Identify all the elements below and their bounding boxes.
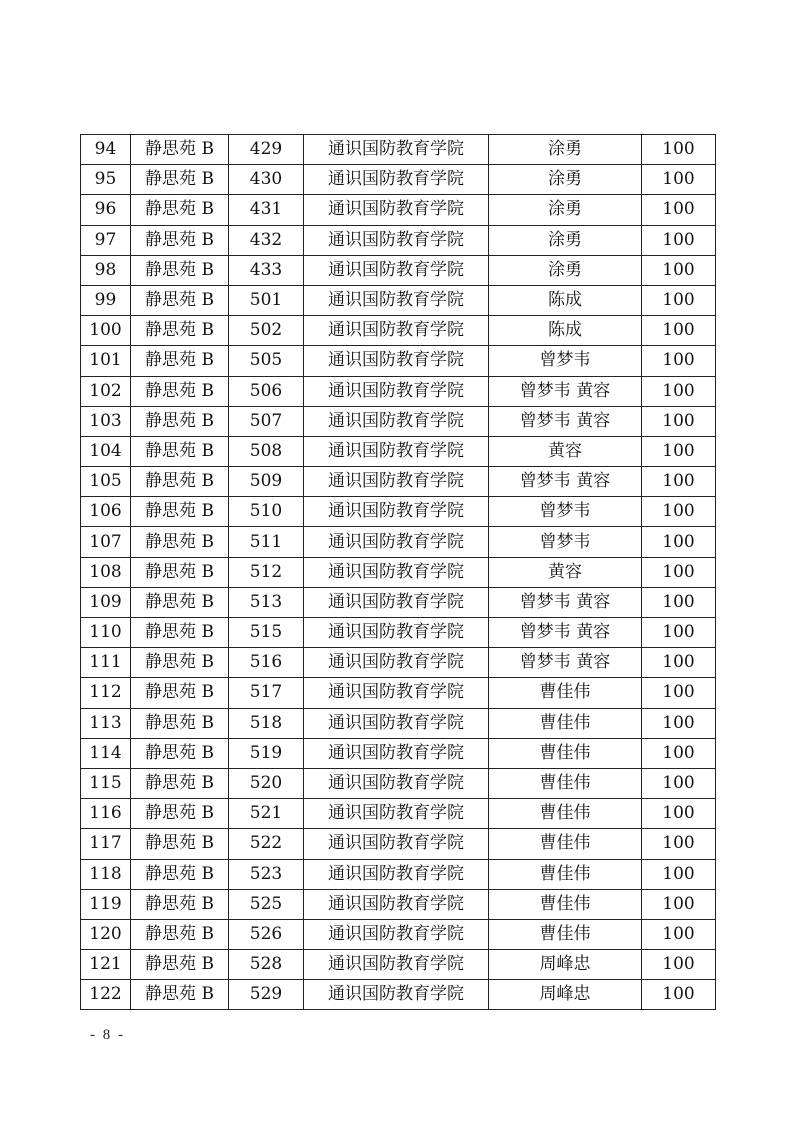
row-number-cell: 110 (81, 618, 131, 648)
counselor-cell: 曾梦韦 (489, 527, 642, 557)
room-cell: 508 (229, 436, 304, 466)
building-cell: 静思苑 B (131, 406, 229, 436)
counselor-cell: 曾梦韦 (489, 346, 642, 376)
college-cell: 通识国防教育学院 (304, 768, 489, 798)
counselor-cell: 曹佳伟 (489, 829, 642, 859)
building-cell: 静思苑 B (131, 557, 229, 587)
building-cell: 静思苑 B (131, 799, 229, 829)
table-row (81, 497, 716, 527)
score-cell: 100 (642, 376, 716, 406)
room-cell: 433 (229, 255, 304, 285)
table-row (81, 557, 716, 587)
row-number-cell: 96 (81, 195, 131, 225)
counselor-cell: 曹佳伟 (489, 708, 642, 738)
college-cell: 通识国防教育学院 (304, 799, 489, 829)
table-row (81, 980, 716, 1010)
table-row (81, 678, 716, 708)
room-cell: 501 (229, 285, 304, 315)
counselor-cell: 曹佳伟 (489, 919, 642, 949)
counselor-cell: 曾梦韦 黄容 (489, 376, 642, 406)
counselor-cell: 涂勇 (489, 255, 642, 285)
row-number-cell: 115 (81, 768, 131, 798)
college-cell: 通识国防教育学院 (304, 738, 489, 768)
college-cell: 通识国防教育学院 (304, 829, 489, 859)
score-cell: 100 (642, 768, 716, 798)
score-cell: 100 (642, 255, 716, 285)
table-row (81, 316, 716, 346)
score-cell: 100 (642, 859, 716, 889)
room-cell: 506 (229, 376, 304, 406)
room-cell: 525 (229, 889, 304, 919)
row-number-cell: 103 (81, 406, 131, 436)
row-number-cell: 97 (81, 225, 131, 255)
score-cell: 100 (642, 285, 716, 315)
score-cell: 100 (642, 799, 716, 829)
row-number-cell: 101 (81, 346, 131, 376)
row-number-cell: 105 (81, 467, 131, 497)
score-cell: 100 (642, 980, 716, 1010)
row-number-cell: 98 (81, 255, 131, 285)
row-number-cell: 94 (81, 135, 131, 165)
room-cell: 502 (229, 316, 304, 346)
row-number-cell: 117 (81, 829, 131, 859)
row-number-cell: 99 (81, 285, 131, 315)
room-cell: 526 (229, 919, 304, 949)
college-cell: 通识国防教育学院 (304, 618, 489, 648)
table-row (81, 406, 716, 436)
building-cell: 静思苑 B (131, 527, 229, 557)
college-cell: 通识国防教育学院 (304, 467, 489, 497)
row-number-cell: 111 (81, 648, 131, 678)
score-cell: 100 (642, 738, 716, 768)
row-number-cell: 106 (81, 497, 131, 527)
college-cell: 通识国防教育学院 (304, 376, 489, 406)
room-cell: 519 (229, 738, 304, 768)
table-row (81, 436, 716, 466)
room-cell: 523 (229, 859, 304, 889)
room-cell: 511 (229, 527, 304, 557)
table-row (81, 708, 716, 738)
building-cell: 静思苑 B (131, 768, 229, 798)
building-cell: 静思苑 B (131, 738, 229, 768)
counselor-cell: 周峰忠 (489, 950, 642, 980)
score-cell: 100 (642, 648, 716, 678)
score-cell: 100 (642, 467, 716, 497)
building-cell: 静思苑 B (131, 467, 229, 497)
room-cell: 429 (229, 135, 304, 165)
room-cell: 515 (229, 618, 304, 648)
table-row (81, 587, 716, 617)
room-cell: 529 (229, 980, 304, 1010)
score-cell: 100 (642, 587, 716, 617)
college-cell: 通识国防教育学院 (304, 285, 489, 315)
table-body (81, 135, 716, 1010)
table-row (81, 527, 716, 557)
counselor-cell: 曾梦韦 黄容 (489, 587, 642, 617)
building-cell: 静思苑 B (131, 708, 229, 738)
score-cell: 100 (642, 708, 716, 738)
table-row (81, 285, 716, 315)
counselor-cell: 涂勇 (489, 135, 642, 165)
college-cell: 通识国防教育学院 (304, 316, 489, 346)
counselor-cell: 曹佳伟 (489, 768, 642, 798)
table-row (81, 829, 716, 859)
building-cell: 静思苑 B (131, 829, 229, 859)
row-number-cell: 107 (81, 527, 131, 557)
counselor-cell: 涂勇 (489, 225, 642, 255)
college-cell: 通识国防教育学院 (304, 436, 489, 466)
row-number-cell: 120 (81, 919, 131, 949)
counselor-cell: 涂勇 (489, 195, 642, 225)
table-row (81, 799, 716, 829)
college-cell: 通识国防教育学院 (304, 648, 489, 678)
table-row (81, 889, 716, 919)
counselor-cell: 曾梦韦 黄容 (489, 648, 642, 678)
score-cell: 100 (642, 195, 716, 225)
room-cell: 518 (229, 708, 304, 738)
counselor-cell: 曹佳伟 (489, 889, 642, 919)
score-cell: 100 (642, 406, 716, 436)
college-cell: 通识国防教育学院 (304, 346, 489, 376)
building-cell: 静思苑 B (131, 678, 229, 708)
page-number: - 8 - (90, 1027, 125, 1043)
college-cell: 通识国防教育学院 (304, 708, 489, 738)
counselor-cell: 曾梦韦 (489, 497, 642, 527)
counselor-cell: 曹佳伟 (489, 678, 642, 708)
building-cell: 静思苑 B (131, 135, 229, 165)
college-cell: 通识国防教育学院 (304, 225, 489, 255)
room-cell: 507 (229, 406, 304, 436)
room-cell: 432 (229, 225, 304, 255)
room-cell: 521 (229, 799, 304, 829)
score-cell: 100 (642, 527, 716, 557)
table-row (81, 950, 716, 980)
building-cell: 静思苑 B (131, 285, 229, 315)
room-cell: 520 (229, 768, 304, 798)
score-cell: 100 (642, 950, 716, 980)
counselor-cell: 曹佳伟 (489, 738, 642, 768)
score-cell: 100 (642, 497, 716, 527)
row-number-cell: 116 (81, 799, 131, 829)
counselor-cell: 周峰忠 (489, 980, 642, 1010)
building-cell: 静思苑 B (131, 919, 229, 949)
score-cell: 100 (642, 829, 716, 859)
row-number-cell: 104 (81, 436, 131, 466)
college-cell: 通识国防教育学院 (304, 255, 489, 285)
counselor-cell: 黄容 (489, 557, 642, 587)
college-cell: 通识国防教育学院 (304, 557, 489, 587)
building-cell: 静思苑 B (131, 316, 229, 346)
score-cell: 100 (642, 919, 716, 949)
counselor-cell: 陈成 (489, 285, 642, 315)
counselor-cell: 曾梦韦 黄容 (489, 618, 642, 648)
row-number-cell: 112 (81, 678, 131, 708)
score-cell: 100 (642, 165, 716, 195)
college-cell: 通识国防教育学院 (304, 195, 489, 225)
score-cell: 100 (642, 889, 716, 919)
score-cell: 100 (642, 678, 716, 708)
counselor-cell: 曹佳伟 (489, 799, 642, 829)
table-row (81, 195, 716, 225)
table-row (81, 919, 716, 949)
row-number-cell: 122 (81, 980, 131, 1010)
table-row (81, 225, 716, 255)
table-row (81, 467, 716, 497)
college-cell: 通识国防教育学院 (304, 406, 489, 436)
row-number-cell: 121 (81, 950, 131, 980)
college-cell: 通识国防教育学院 (304, 678, 489, 708)
college-cell: 通识国防教育学院 (304, 889, 489, 919)
row-number-cell: 95 (81, 165, 131, 195)
college-cell: 通识国防教育学院 (304, 165, 489, 195)
row-number-cell: 102 (81, 376, 131, 406)
building-cell: 静思苑 B (131, 255, 229, 285)
score-cell: 100 (642, 225, 716, 255)
score-cell: 100 (642, 346, 716, 376)
college-cell: 通识国防教育学院 (304, 135, 489, 165)
building-cell: 静思苑 B (131, 889, 229, 919)
college-cell: 通识国防教育学院 (304, 950, 489, 980)
room-cell: 512 (229, 557, 304, 587)
row-number-cell: 113 (81, 708, 131, 738)
college-cell: 通识国防教育学院 (304, 859, 489, 889)
building-cell: 静思苑 B (131, 859, 229, 889)
table-row (81, 859, 716, 889)
building-cell: 静思苑 B (131, 648, 229, 678)
counselor-cell: 黄容 (489, 436, 642, 466)
table-row (81, 346, 716, 376)
college-cell: 通识国防教育学院 (304, 497, 489, 527)
building-cell: 静思苑 B (131, 346, 229, 376)
room-cell: 430 (229, 165, 304, 195)
building-cell: 静思苑 B (131, 225, 229, 255)
score-cell: 100 (642, 316, 716, 346)
building-cell: 静思苑 B (131, 950, 229, 980)
row-number-cell: 100 (81, 316, 131, 346)
counselor-cell: 曾梦韦 黄容 (489, 467, 642, 497)
row-number-cell: 108 (81, 557, 131, 587)
room-cell: 510 (229, 497, 304, 527)
college-cell: 通识国防教育学院 (304, 980, 489, 1010)
table-row (81, 255, 716, 285)
room-cell: 431 (229, 195, 304, 225)
table-row (81, 376, 716, 406)
table-row (81, 738, 716, 768)
room-cell: 509 (229, 467, 304, 497)
table-row (81, 648, 716, 678)
table-row (81, 165, 716, 195)
dormitory-score-table (80, 134, 716, 1010)
building-cell: 静思苑 B (131, 195, 229, 225)
building-cell: 静思苑 B (131, 376, 229, 406)
score-cell: 100 (642, 135, 716, 165)
college-cell: 通识国防教育学院 (304, 527, 489, 557)
score-cell: 100 (642, 436, 716, 466)
room-cell: 505 (229, 346, 304, 376)
room-cell: 517 (229, 678, 304, 708)
table-row (81, 768, 716, 798)
score-cell: 100 (642, 557, 716, 587)
table-row (81, 135, 716, 165)
building-cell: 静思苑 B (131, 618, 229, 648)
counselor-cell: 曹佳伟 (489, 859, 642, 889)
building-cell: 静思苑 B (131, 980, 229, 1010)
building-cell: 静思苑 B (131, 165, 229, 195)
room-cell: 513 (229, 587, 304, 617)
building-cell: 静思苑 B (131, 587, 229, 617)
building-cell: 静思苑 B (131, 497, 229, 527)
score-cell: 100 (642, 618, 716, 648)
counselor-cell: 曾梦韦 黄容 (489, 406, 642, 436)
room-cell: 528 (229, 950, 304, 980)
row-number-cell: 118 (81, 859, 131, 889)
table-row (81, 618, 716, 648)
row-number-cell: 114 (81, 738, 131, 768)
college-cell: 通识国防教育学院 (304, 919, 489, 949)
room-cell: 522 (229, 829, 304, 859)
college-cell: 通识国防教育学院 (304, 587, 489, 617)
counselor-cell: 陈成 (489, 316, 642, 346)
room-cell: 516 (229, 648, 304, 678)
row-number-cell: 109 (81, 587, 131, 617)
counselor-cell: 涂勇 (489, 165, 642, 195)
row-number-cell: 119 (81, 889, 131, 919)
building-cell: 静思苑 B (131, 436, 229, 466)
